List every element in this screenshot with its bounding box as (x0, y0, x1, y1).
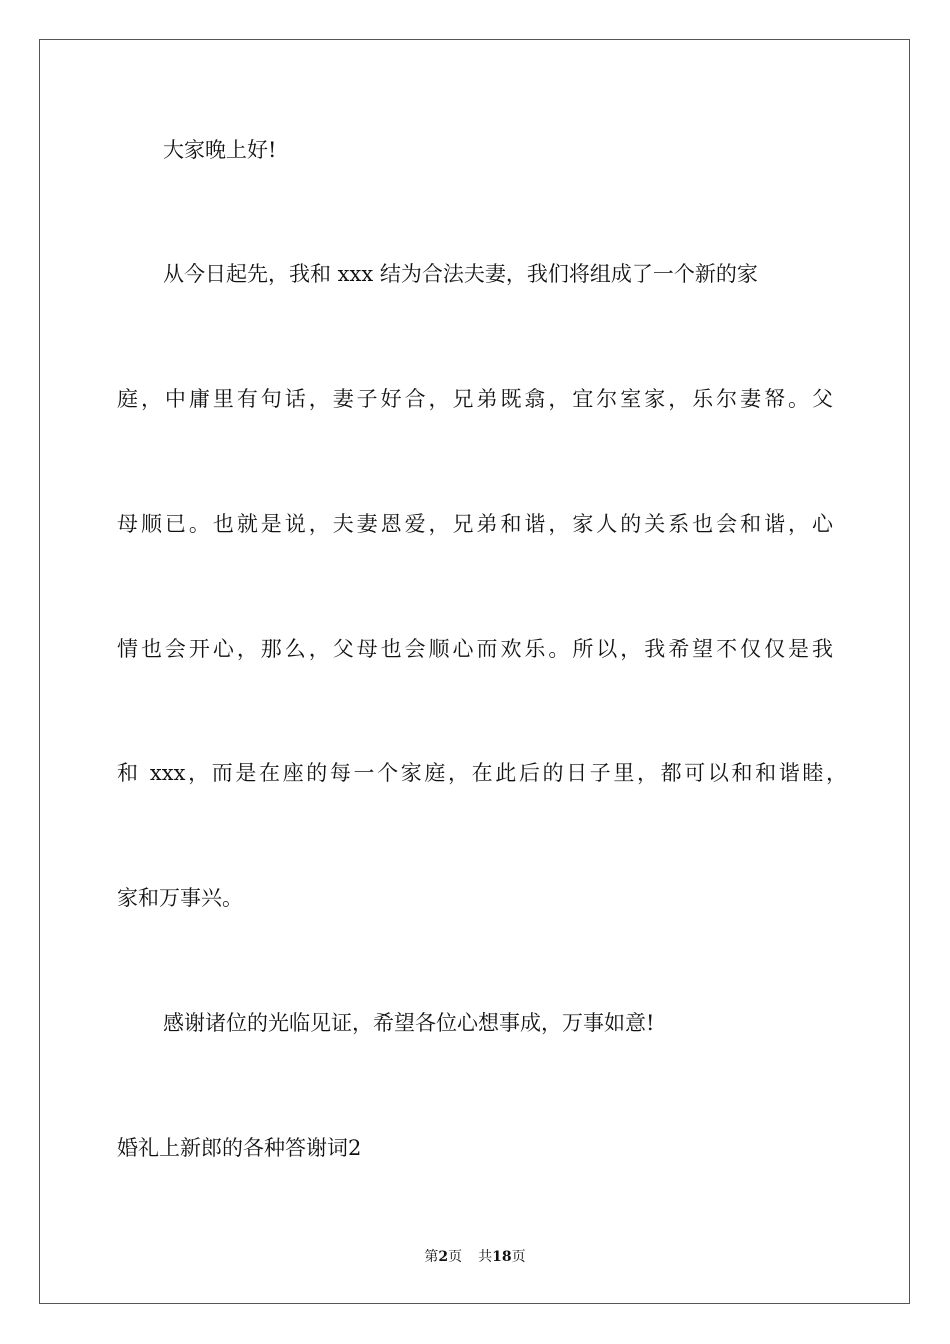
section-title: 婚礼上新郎的各种答谢词2 (117, 1136, 362, 1160)
paragraph-line-2: 庭，中庸里有句话，妻子好合，兄弟既翕，宜尔室家，乐尔妻帑。父 (117, 387, 833, 411)
page-frame (39, 39, 910, 1304)
greeting-text: 大家晚上好! (163, 138, 277, 162)
paragraph-line-4: 情也会开心，那么，父母也会顺心而欢乐。所以，我希望不仅仅是我 (117, 637, 833, 661)
total-suffix: 页 (511, 1249, 526, 1265)
paragraph-line-5: 和 xxx，而是在座的每一个家庭，在此后的日子里，都可以和和谐睦， (117, 761, 847, 785)
total-prefix: 共 (478, 1249, 493, 1265)
page-prefix: 第 (424, 1249, 439, 1265)
paragraph-line-1: 从今日起先，我和 xxx 结为合法夫妻，我们将组成了一个新的家 (163, 262, 758, 286)
thanks-text: 感谢诸位的光临见证，希望各位心想事成，万事如意! (163, 1011, 655, 1035)
paragraph-line-6: 家和万事兴。 (117, 886, 243, 910)
page-footer (0, 1247, 950, 1267)
page-number: 2 (438, 1249, 449, 1265)
page-suffix: 页 (448, 1249, 463, 1265)
paragraph-line-3: 母顺已。也就是说，夫妻恩爱，兄弟和谐，家人的关系也会和谐，心 (117, 512, 833, 536)
total-pages: 18 (492, 1249, 512, 1265)
